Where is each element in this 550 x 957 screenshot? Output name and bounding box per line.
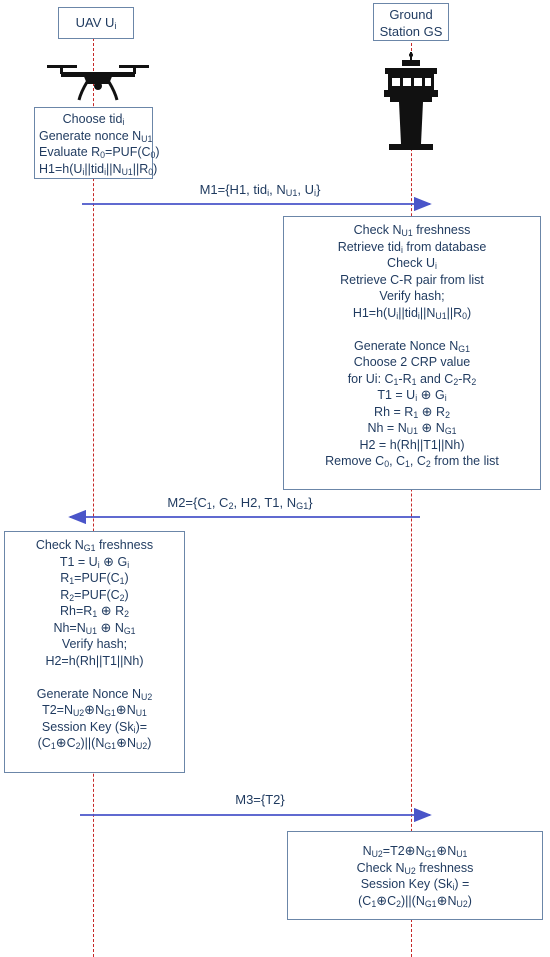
box3-line: $R_2=PUF(C_2)$ <box>60 587 129 603</box>
box3-line: Generate Nonce $N_{U2}$ <box>36 686 153 702</box>
box4-line: Session Key $(Sk_i)$ = <box>360 877 470 892</box>
box3-line: Check $N_{G1}$ freshness <box>35 538 154 553</box>
box1-line: Generate nonce $N_{U1}$ <box>39 128 153 144</box>
box3-line: $R_1=PUF(C_1)$ <box>60 571 129 586</box>
gs-actor-line1: Ground <box>389 7 433 22</box>
box2-line: Retrieve C-R pair from list <box>340 272 484 287</box>
m2-label: $M2=\{C_1$, $C_2$, H2, T1, $N_{G1}$} <box>167 495 313 511</box>
box2-line: $H1=h(U_i||tid_i||N_{U1}||R_0)$ <box>352 305 472 321</box>
box3-line: $T2=N_{U2}\oplus N_{G1}\oplus N_{U1}$ <box>42 702 147 718</box>
box1-line: $H1=h(U_i||tid_i||N_{U1}||R_0)$ <box>39 161 158 177</box>
box2-line: Check $N_{U1}$ freshness <box>353 223 471 238</box>
uav-actor-name: UAV U <box>75 15 115 30</box>
box1-line: Choose tid$_i$ <box>62 112 125 127</box>
gs-verify-box <box>283 216 541 490</box>
box2-line: Retrieve tid$_i$ from database <box>337 239 487 255</box>
uav-verify-box <box>4 531 185 773</box>
box4-line: $(C_1\oplus C_2)||(N_{G1}\oplus N_{U2})$ <box>358 892 472 909</box>
box2-line: Choose 2 CRP value <box>353 355 471 369</box>
m3-label: M3={T2} <box>235 792 285 807</box>
box3-line: $T1 = U_i$ ⊕ $G_i$ <box>59 553 130 570</box>
box1-line: Evaluate $R_0=PUF(C_0)$ <box>39 145 160 160</box>
box2-line: Remove $C_0$, $C_1$, $C_2$ from the list <box>325 454 499 469</box>
box2-line: $T1 = U_i$ ⊕ $G_i$ <box>377 387 447 403</box>
box3-line: H2=h(Rh||T1||Nh) <box>45 653 144 668</box>
box2-line: Check $U_i$ <box>387 256 437 271</box>
box3-line: Verify hash; <box>61 637 128 651</box>
box3-line: $(C_1\oplus C_2)||(N_{G1}\oplus N_{U2})$ <box>37 735 152 751</box>
box2-line: H2 = h(Rh||T1||Nh) <box>359 437 465 452</box>
box2-line: Generate Nonce $N_{G1}$ <box>354 338 470 354</box>
box4-line: $N_{U2}=T2\oplus N_{G1}\oplus N_{U1}$ <box>362 843 468 859</box>
box4-line: Check $N_{U2}$ freshness <box>356 860 474 876</box>
box2-line: $Rh = R_1$ ⊕ $R_2$ <box>374 403 450 420</box>
box2-line: Verify hash; <box>379 289 445 303</box>
box2-line: for Ui: $C_1-R_1$ and $C_2-R_2$ <box>347 371 477 387</box>
box3-line: $Nh=N_{U1}$ ⊕ $N_{G1}$ <box>53 619 136 636</box>
uav-setup-box <box>34 107 160 179</box>
box3-line: $Rh=R_1$ ⊕ $R_2$ <box>60 603 129 619</box>
m1-label: M1={H1, tid$_i$, $N_{U1}$, $U_i$} <box>199 182 321 198</box>
gs-session-box <box>287 831 543 920</box>
gs-actor-line2: Station GS <box>379 24 443 39</box>
box2-line: $Nh = N_{U1}$ ⊕ $N_{G1}$ <box>367 420 457 436</box>
uav-actor-sub: i <box>114 21 117 31</box>
box3-line: Session Key $(Sk_i)=$ <box>41 719 148 735</box>
